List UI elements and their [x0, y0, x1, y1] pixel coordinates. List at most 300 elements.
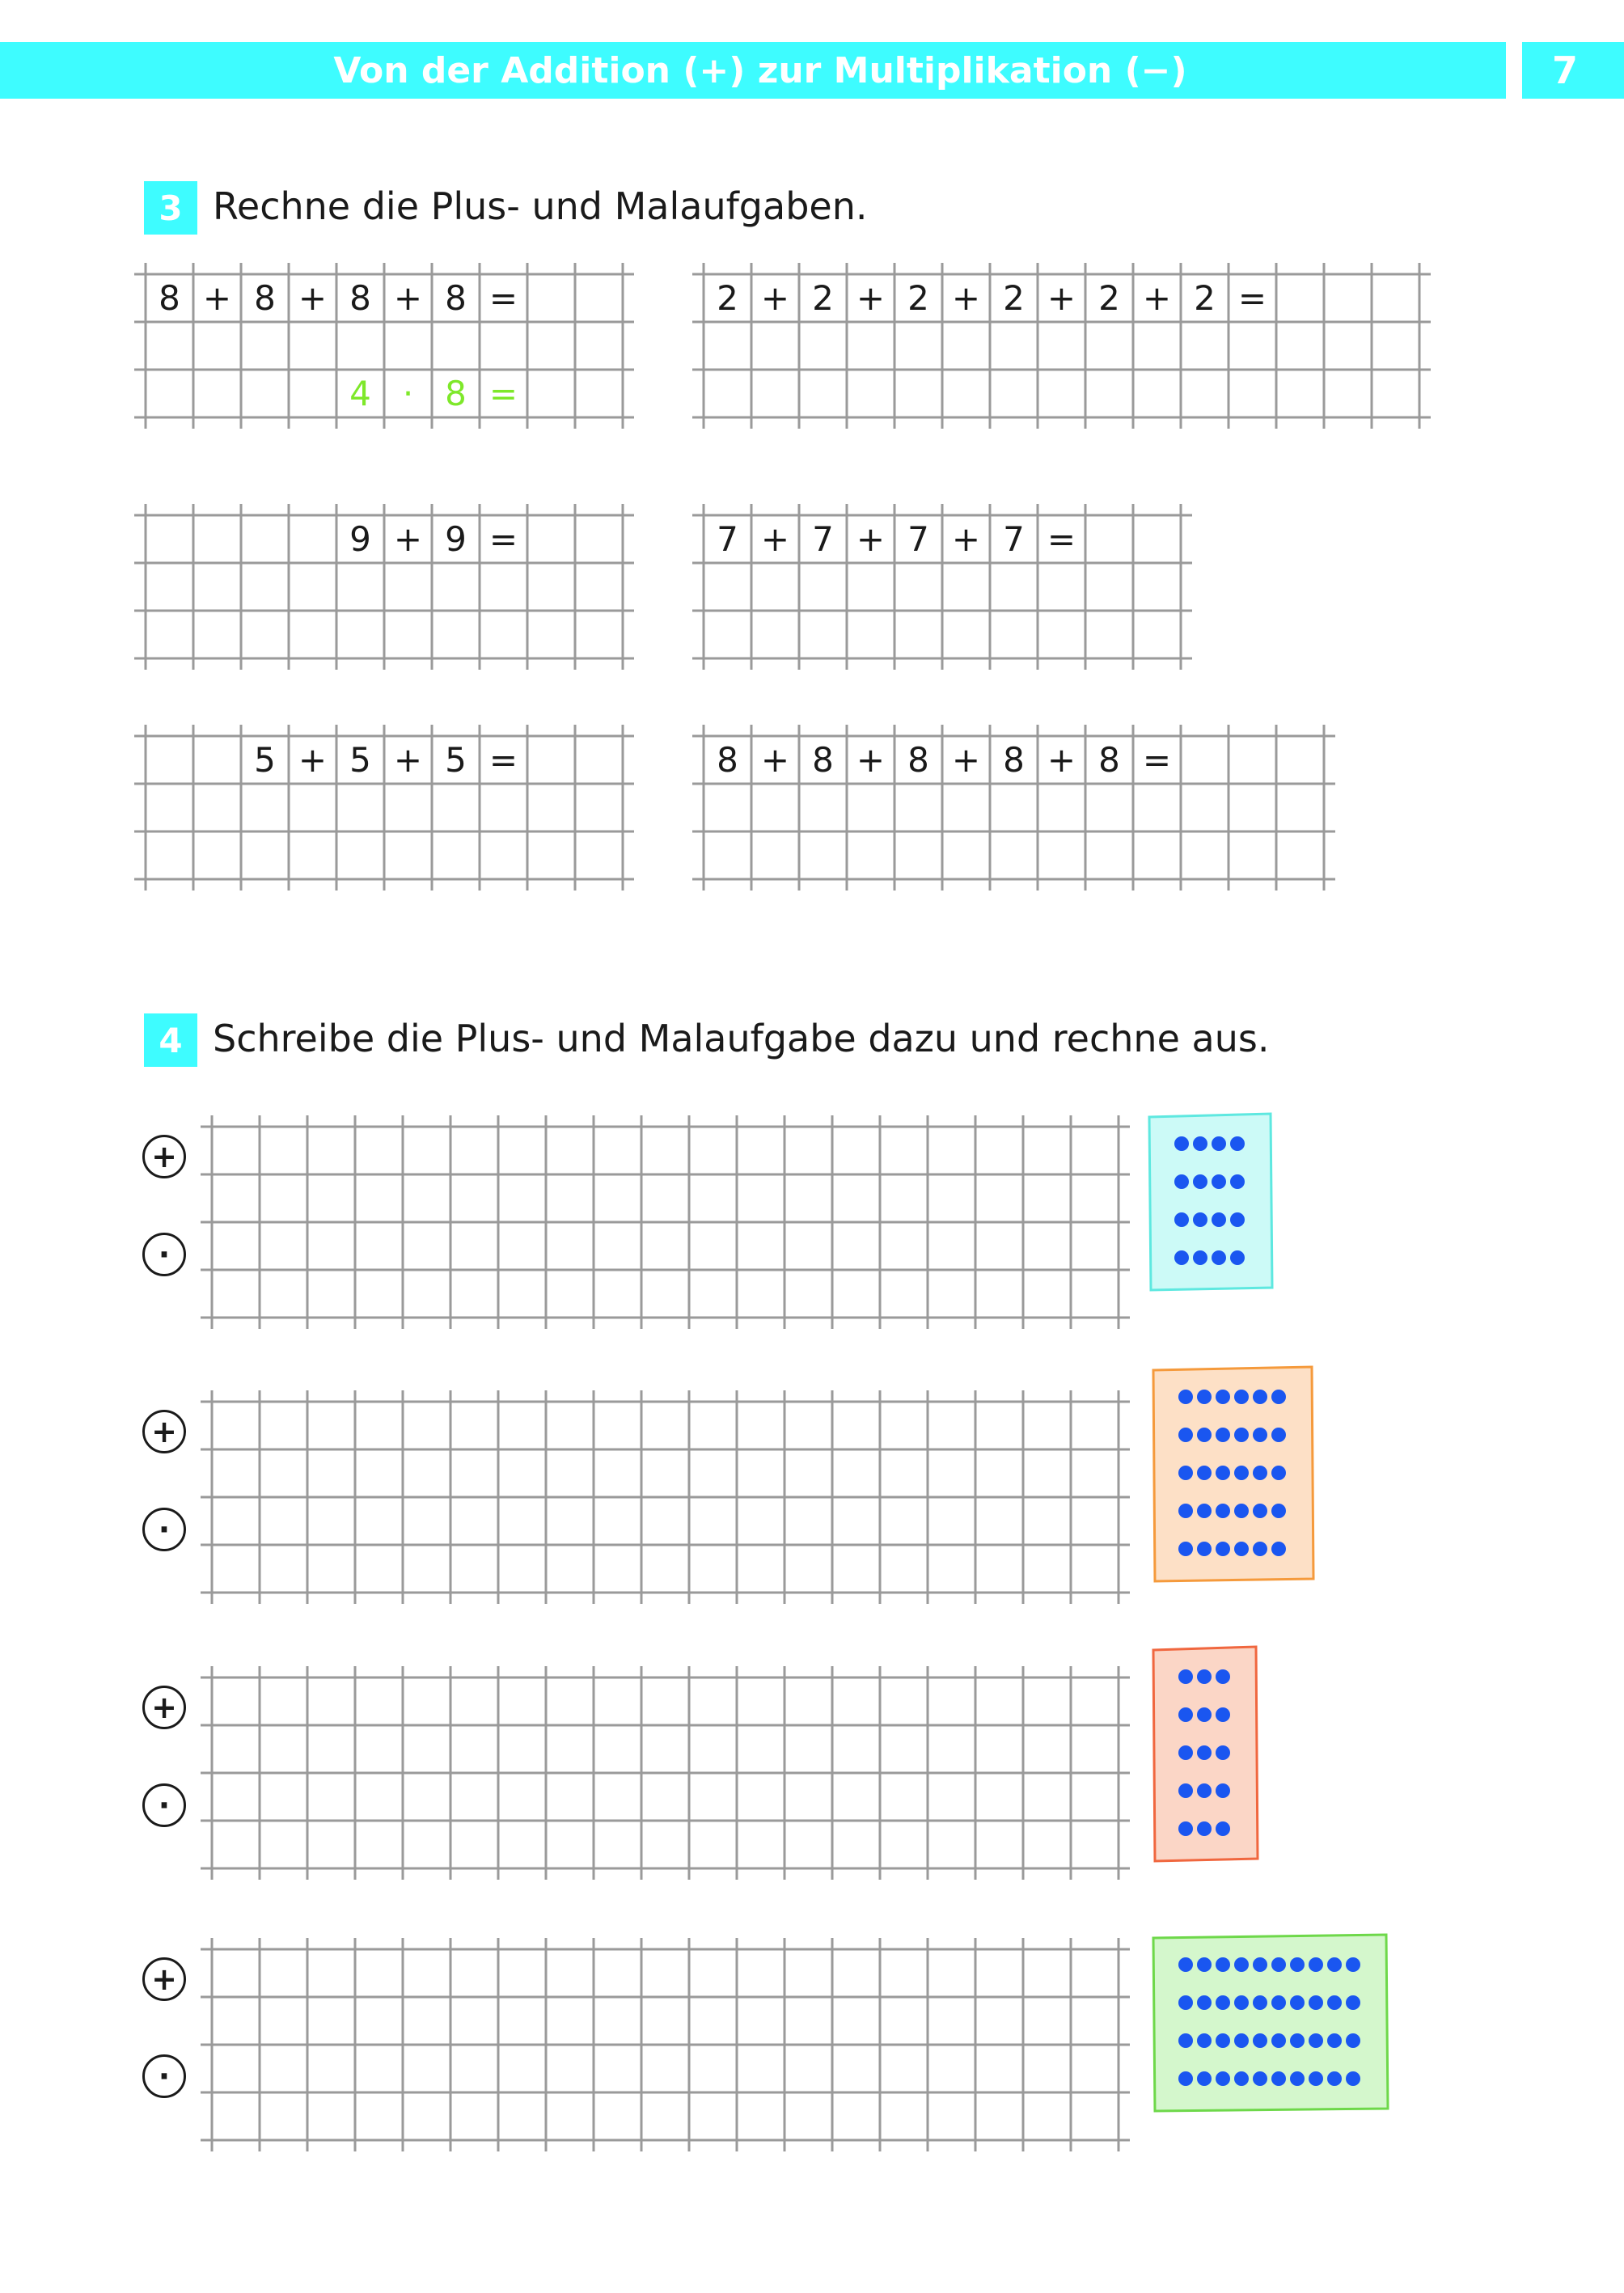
empty-cell[interactable]: [942, 784, 990, 831]
empty-cell[interactable]: [799, 563, 847, 611]
grid-cell[interactable]: +: [1047, 277, 1076, 318]
dot: [1234, 1542, 1249, 1556]
dot: [1230, 1136, 1245, 1151]
dot: [1216, 1466, 1230, 1480]
grid-cell[interactable]: 9: [445, 518, 467, 559]
empty-cell[interactable]: [193, 831, 241, 879]
empty-cell[interactable]: [575, 274, 623, 322]
empty-cell[interactable]: [1085, 370, 1133, 417]
empty-cell[interactable]: [990, 563, 1038, 611]
dot: [1212, 1136, 1226, 1151]
grid-cell[interactable]: +: [393, 277, 423, 318]
empty-cell[interactable]: [480, 784, 527, 831]
grid-cell[interactable]: +: [760, 518, 790, 559]
task-4-badge: 4: [144, 1013, 197, 1067]
empty-cell[interactable]: [1038, 611, 1085, 658]
grid-lines: [201, 1666, 1130, 1880]
empty-cell[interactable]: [527, 736, 575, 784]
empty-cell[interactable]: [704, 831, 751, 879]
empty-cell[interactable]: [1133, 515, 1181, 563]
empty-cell[interactable]: [241, 515, 289, 563]
dot: [1327, 1995, 1342, 2010]
grid-cell[interactable]: +: [393, 739, 423, 780]
grid-cell[interactable]: 8: [812, 739, 834, 780]
empty-cell[interactable]: [575, 831, 623, 879]
dot: [1178, 1669, 1193, 1684]
grid-cell[interactable]: 8: [445, 373, 467, 413]
dot-card-4: [1151, 1933, 1388, 2110]
empty-cell[interactable]: [527, 611, 575, 658]
grid-cell[interactable]: 7: [717, 518, 738, 559]
dot: [1290, 2033, 1305, 2048]
dot: [1346, 2033, 1360, 2048]
empty-cell[interactable]: [289, 611, 336, 658]
task-3-instruction: Rechne die Plus- und Malaufgaben.: [213, 184, 868, 228]
dot-card-2: [1151, 1365, 1313, 1580]
dot: [1230, 1212, 1245, 1227]
empty-cell[interactable]: [527, 563, 575, 611]
empty-cell[interactable]: [1372, 274, 1419, 322]
grid-cell[interactable]: =: [488, 739, 518, 780]
empty-cell[interactable]: [1324, 274, 1372, 322]
grid-cell[interactable]: 8: [349, 277, 371, 318]
dot: [1178, 2033, 1193, 2048]
grid-cell[interactable]: 8: [1098, 739, 1120, 780]
empty-cell[interactable]: [751, 322, 799, 370]
empty-cell[interactable]: [527, 784, 575, 831]
empty-cell[interactable]: [894, 370, 942, 417]
plus-symbol-icon: +: [142, 1957, 186, 2001]
grid-cell[interactable]: 2: [1194, 277, 1216, 318]
empty-cell[interactable]: [432, 611, 480, 658]
empty-cell[interactable]: [1133, 322, 1181, 370]
grid-cell[interactable]: 2: [907, 277, 929, 318]
task-3-grid-6[interactable]: [704, 736, 1324, 879]
empty-cell[interactable]: [1181, 370, 1229, 417]
empty-cell[interactable]: [704, 370, 751, 417]
empty-cell[interactable]: [480, 563, 527, 611]
card-background: [1153, 1367, 1313, 1581]
dot: [1346, 1995, 1360, 2010]
dot: [1234, 1390, 1249, 1404]
empty-cell[interactable]: [575, 370, 623, 417]
dot: [1234, 1504, 1249, 1518]
empty-cell[interactable]: [241, 784, 289, 831]
empty-cell[interactable]: [847, 831, 894, 879]
empty-cell[interactable]: [1324, 370, 1372, 417]
dot: [1193, 1250, 1207, 1265]
task-3-grid-4[interactable]: [704, 515, 1181, 658]
dot: [1178, 1504, 1193, 1518]
dot: [1178, 1428, 1193, 1442]
empty-cell[interactable]: [751, 611, 799, 658]
grid-cell[interactable]: 8: [445, 277, 467, 318]
dot: [1253, 1390, 1267, 1404]
empty-cell[interactable]: [480, 831, 527, 879]
grid-cell[interactable]: 7: [812, 518, 834, 559]
dot: [1234, 2071, 1249, 2086]
grid-cell[interactable]: +: [856, 739, 886, 780]
empty-cell[interactable]: [1276, 322, 1324, 370]
grid-cell[interactable]: 8: [254, 277, 276, 318]
grid-cell[interactable]: 5: [445, 739, 467, 780]
empty-cell[interactable]: [799, 831, 847, 879]
empty-cell[interactable]: [575, 784, 623, 831]
task-3-grid-1[interactable]: [146, 274, 623, 417]
empty-cell[interactable]: [193, 563, 241, 611]
empty-cell[interactable]: [384, 611, 432, 658]
empty-cell[interactable]: [1372, 370, 1419, 417]
empty-cell[interactable]: [1276, 831, 1324, 879]
grid-cell[interactable]: +: [760, 277, 790, 318]
empty-cell[interactable]: [1038, 831, 1085, 879]
empty-cell[interactable]: [480, 322, 527, 370]
grid-cell[interactable]: +: [856, 277, 886, 318]
task-4-grid-1[interactable]: [212, 1127, 1119, 1318]
empty-cell[interactable]: [336, 784, 384, 831]
empty-cell[interactable]: [1085, 515, 1133, 563]
grid-cell[interactable]: =: [1237, 277, 1267, 318]
empty-cell[interactable]: [990, 322, 1038, 370]
dot: [1234, 1428, 1249, 1442]
empty-cell[interactable]: [146, 322, 193, 370]
empty-cell[interactable]: [1085, 322, 1133, 370]
empty-cell[interactable]: [289, 563, 336, 611]
dot: [1216, 1504, 1230, 1518]
empty-cell[interactable]: [480, 611, 527, 658]
empty-cell[interactable]: [1372, 322, 1419, 370]
dot: [1216, 1428, 1230, 1442]
dot: [1290, 2071, 1305, 2086]
dot: [1271, 1504, 1286, 1518]
dot: [1197, 1669, 1212, 1684]
empty-cell[interactable]: [193, 515, 241, 563]
grid-cell[interactable]: +: [298, 739, 328, 780]
dot: [1234, 2033, 1249, 2048]
dot: [1234, 1466, 1249, 1480]
empty-cell[interactable]: [704, 563, 751, 611]
empty-cell[interactable]: [575, 515, 623, 563]
empty-cell[interactable]: [847, 370, 894, 417]
dot: [1230, 1174, 1245, 1189]
empty-cell[interactable]: [1085, 784, 1133, 831]
empty-cell[interactable]: [1324, 322, 1372, 370]
grid-cell[interactable]: +: [951, 739, 981, 780]
grid-cell[interactable]: 8: [1003, 739, 1025, 780]
dot: [1174, 1250, 1189, 1265]
empty-cell[interactable]: [751, 370, 799, 417]
empty-cell[interactable]: [1133, 831, 1181, 879]
dot: [1193, 1174, 1207, 1189]
task-3-grid-2[interactable]: [704, 274, 1419, 417]
dot: [1178, 1542, 1193, 1556]
empty-cell[interactable]: [432, 784, 480, 831]
empty-cell[interactable]: [146, 563, 193, 611]
empty-cell[interactable]: [942, 322, 990, 370]
dot: [1197, 2033, 1212, 2048]
empty-cell[interactable]: [241, 563, 289, 611]
dot: [1216, 1821, 1230, 1836]
empty-cell[interactable]: [1229, 322, 1276, 370]
empty-cell[interactable]: [336, 563, 384, 611]
empty-cell[interactable]: [847, 322, 894, 370]
empty-cell[interactable]: [799, 370, 847, 417]
empty-cell[interactable]: [1276, 274, 1324, 322]
empty-cell[interactable]: [193, 784, 241, 831]
empty-cell[interactable]: [527, 370, 575, 417]
grid-cell[interactable]: 2: [812, 277, 834, 318]
empty-cell[interactable]: [847, 784, 894, 831]
empty-cell[interactable]: [241, 611, 289, 658]
grid-cell[interactable]: +: [298, 277, 328, 318]
task-3-grid-5[interactable]: [146, 736, 623, 879]
grid-cell[interactable]: 9: [349, 518, 371, 559]
plus-symbol-icon: +: [142, 1135, 186, 1178]
empty-cell[interactable]: [193, 322, 241, 370]
empty-cell[interactable]: [384, 322, 432, 370]
grid-cell[interactable]: =: [1142, 739, 1172, 780]
empty-cell[interactable]: [193, 370, 241, 417]
empty-cell[interactable]: [1133, 370, 1181, 417]
empty-cell[interactable]: [1229, 784, 1276, 831]
dot: [1309, 2071, 1323, 2086]
empty-cell[interactable]: [894, 611, 942, 658]
empty-cell[interactable]: [241, 322, 289, 370]
dot-card-graphic: [1151, 1645, 1262, 1865]
empty-cell[interactable]: [1038, 563, 1085, 611]
dot: [1271, 1466, 1286, 1480]
dot: [1216, 2033, 1230, 2048]
empty-cell[interactable]: [384, 784, 432, 831]
empty-cell[interactable]: [942, 370, 990, 417]
grid-cell[interactable]: 8: [717, 739, 738, 780]
empty-cell[interactable]: [942, 563, 990, 611]
dot: [1253, 1542, 1267, 1556]
empty-cell[interactable]: [575, 322, 623, 370]
grid-cell[interactable]: =: [1047, 518, 1076, 559]
empty-cell[interactable]: [704, 611, 751, 658]
dot: [1327, 1957, 1342, 1972]
empty-cell[interactable]: [990, 370, 1038, 417]
grid-cell[interactable]: +: [951, 518, 981, 559]
dot: [1178, 2071, 1193, 2086]
dot: [1178, 1957, 1193, 1972]
empty-cell[interactable]: [942, 611, 990, 658]
grid-cell[interactable]: +: [856, 518, 886, 559]
empty-cell[interactable]: [799, 322, 847, 370]
empty-cell[interactable]: [146, 831, 193, 879]
grid-cell[interactable]: 2: [1098, 277, 1120, 318]
empty-cell[interactable]: [894, 563, 942, 611]
empty-cell[interactable]: [1085, 563, 1133, 611]
empty-cell[interactable]: [1085, 611, 1133, 658]
empty-cell[interactable]: [575, 611, 623, 658]
empty-cell[interactable]: [990, 784, 1038, 831]
empty-cell[interactable]: [241, 831, 289, 879]
empty-cell[interactable]: [1276, 370, 1324, 417]
dot: [1346, 1957, 1360, 1972]
dot: [1197, 1995, 1212, 2010]
empty-cell[interactable]: [289, 322, 336, 370]
empty-cell[interactable]: [146, 611, 193, 658]
grid-cell[interactable]: +: [202, 277, 232, 318]
dot: [1271, 1957, 1286, 1972]
empty-cell[interactable]: [1229, 370, 1276, 417]
empty-cell[interactable]: [894, 831, 942, 879]
dot: [1197, 1821, 1212, 1836]
empty-cell[interactable]: [289, 784, 336, 831]
grid-cell[interactable]: 5: [254, 739, 276, 780]
empty-cell[interactable]: [751, 831, 799, 879]
empty-cell[interactable]: [193, 611, 241, 658]
grid-cell[interactable]: =: [488, 373, 518, 413]
grid-cell[interactable]: +: [760, 739, 790, 780]
empty-cell[interactable]: [336, 322, 384, 370]
empty-cell[interactable]: [1038, 784, 1085, 831]
grid-cell[interactable]: 7: [1003, 518, 1025, 559]
empty-cell[interactable]: [1133, 784, 1181, 831]
dot: [1234, 1995, 1249, 2010]
empty-cell[interactable]: [990, 831, 1038, 879]
grid-cell[interactable]: +: [1047, 739, 1076, 780]
dot: [1174, 1136, 1189, 1151]
task-3-badge: 3: [144, 181, 197, 235]
empty-cell[interactable]: [751, 563, 799, 611]
grid-cell[interactable]: 7: [907, 518, 929, 559]
dot: [1327, 2071, 1342, 2086]
dot: [1309, 2033, 1323, 2048]
empty-cell[interactable]: [1038, 370, 1085, 417]
dot: [1174, 1212, 1189, 1227]
empty-cell[interactable]: [704, 784, 751, 831]
empty-cell[interactable]: [146, 515, 193, 563]
task-4-grid-4[interactable]: [212, 1949, 1119, 2140]
empty-cell[interactable]: [575, 736, 623, 784]
dot-card-graphic: [1151, 1933, 1393, 2115]
task-3-grid-3[interactable]: [146, 515, 623, 658]
empty-cell[interactable]: [1229, 831, 1276, 879]
empty-cell[interactable]: [1181, 784, 1229, 831]
empty-cell[interactable]: [146, 784, 193, 831]
empty-cell[interactable]: [1276, 736, 1324, 784]
empty-cell[interactable]: [527, 831, 575, 879]
empty-cell[interactable]: [1276, 784, 1324, 831]
empty-cell[interactable]: [799, 611, 847, 658]
empty-cell[interactable]: [1229, 736, 1276, 784]
plus-symbol-icon: +: [142, 1410, 186, 1453]
task-4-grid-3[interactable]: [212, 1677, 1119, 1868]
grid-cell[interactable]: +: [393, 518, 423, 559]
dot: [1253, 1504, 1267, 1518]
dot: [1193, 1212, 1207, 1227]
empty-cell[interactable]: [527, 322, 575, 370]
page-title: Von der Addition (+) zur Multiplikation (−): [333, 49, 1187, 91]
empty-cell[interactable]: [432, 322, 480, 370]
empty-cell[interactable]: [847, 611, 894, 658]
dot: [1197, 1428, 1212, 1442]
dot: [1197, 1957, 1212, 1972]
empty-cell[interactable]: [894, 784, 942, 831]
grid-cell[interactable]: 8: [159, 277, 180, 318]
grid-lines: [201, 1390, 1130, 1604]
grid-lines: [201, 1115, 1130, 1329]
empty-cell[interactable]: [384, 831, 432, 879]
empty-cell[interactable]: [432, 563, 480, 611]
empty-cell[interactable]: [336, 611, 384, 658]
dot: [1193, 1136, 1207, 1151]
grid-cell[interactable]: 2: [717, 277, 738, 318]
dot: [1197, 1745, 1212, 1760]
dot: [1290, 1957, 1305, 1972]
dot: [1216, 1957, 1230, 1972]
grid-cell[interactable]: ·: [402, 373, 414, 413]
empty-cell[interactable]: [1133, 563, 1181, 611]
grid-cell[interactable]: =: [488, 518, 518, 559]
empty-cell[interactable]: [241, 370, 289, 417]
empty-cell[interactable]: [289, 515, 336, 563]
empty-cell[interactable]: [942, 831, 990, 879]
empty-cell[interactable]: [289, 831, 336, 879]
empty-cell[interactable]: [575, 563, 623, 611]
empty-cell[interactable]: [384, 563, 432, 611]
empty-cell[interactable]: [336, 831, 384, 879]
dot: [1253, 2033, 1267, 2048]
empty-cell[interactable]: [1038, 322, 1085, 370]
grid-cell[interactable]: =: [488, 277, 518, 318]
dot: [1197, 1504, 1212, 1518]
dot: [1309, 1995, 1323, 2010]
empty-cell[interactable]: [1181, 831, 1229, 879]
dot: [1178, 1821, 1193, 1836]
dot: [1178, 1995, 1193, 2010]
empty-cell[interactable]: [1133, 611, 1181, 658]
dot: [1216, 1783, 1230, 1798]
page-number: 7: [1551, 49, 1578, 92]
empty-cell[interactable]: [527, 515, 575, 563]
dot: [1178, 1390, 1193, 1404]
grid-cell[interactable]: +: [951, 277, 981, 318]
task-4-grid-2[interactable]: [212, 1402, 1119, 1593]
grid-cell[interactable]: 8: [907, 739, 929, 780]
empty-cell[interactable]: [289, 370, 336, 417]
empty-cell[interactable]: [1181, 322, 1229, 370]
empty-cell[interactable]: [894, 322, 942, 370]
empty-cell[interactable]: [1181, 736, 1229, 784]
empty-cell[interactable]: [527, 274, 575, 322]
empty-cell[interactable]: [1085, 831, 1133, 879]
empty-cell[interactable]: [146, 370, 193, 417]
empty-cell[interactable]: [193, 736, 241, 784]
grid-cell[interactable]: +: [1142, 277, 1172, 318]
empty-cell[interactable]: [432, 831, 480, 879]
empty-cell[interactable]: [146, 736, 193, 784]
empty-cell[interactable]: [751, 784, 799, 831]
empty-cell[interactable]: [704, 322, 751, 370]
empty-cell[interactable]: [847, 563, 894, 611]
plus-symbol-icon: +: [142, 1686, 186, 1729]
task-4-instruction: Schreibe die Plus- und Malaufgabe dazu und rechne aus.: [213, 1017, 1270, 1060]
dot-card-1: [1147, 1112, 1272, 1289]
dot: [1178, 1466, 1193, 1480]
grid-cell[interactable]: 5: [349, 739, 371, 780]
dot-symbol-icon: ·: [142, 2054, 186, 2098]
dot: [1216, 2071, 1230, 2086]
dot: [1178, 1783, 1193, 1798]
grid-cell[interactable]: 4: [349, 373, 371, 413]
grid-cell[interactable]: 2: [1003, 277, 1025, 318]
empty-cell[interactable]: [990, 611, 1038, 658]
empty-cell[interactable]: [799, 784, 847, 831]
